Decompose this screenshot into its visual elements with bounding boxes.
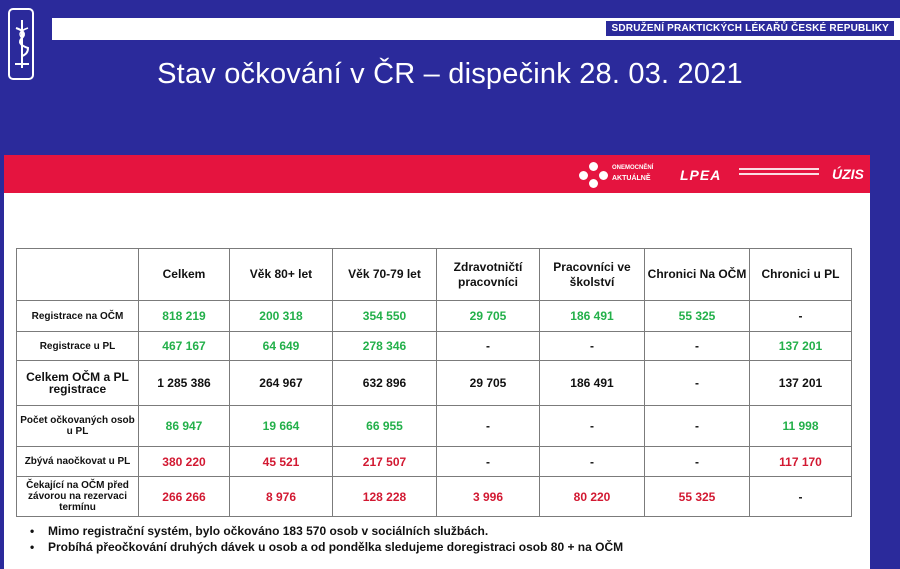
table-cell: 117 170	[750, 447, 852, 477]
column-header: Věk 70-79 let	[333, 249, 437, 301]
table-cell: 86 947	[139, 406, 230, 447]
table-cell: 137 201	[750, 332, 852, 361]
table-cell: 200 318	[230, 301, 333, 332]
row-label: Zbývá naočkovat u PL	[17, 447, 139, 477]
table-row	[17, 447, 852, 477]
table-cell: 45 521	[230, 447, 333, 477]
row-label: Registrace na OČM	[17, 301, 139, 332]
table-cell: 380 220	[139, 447, 230, 477]
note-item: • Mimo registrační systém, bylo očkováno 183 570 osob v sociálních službách.	[30, 523, 623, 539]
table-cell: -	[540, 406, 645, 447]
column-header: Celkem	[139, 249, 230, 301]
table-cell: 66 955	[333, 406, 437, 447]
column-header: Věk 80+ let	[230, 249, 333, 301]
slide-content	[4, 155, 870, 569]
row-label: Počet očkovaných osob u PL	[17, 406, 139, 447]
table-cell: 29 705	[437, 301, 540, 332]
table-row	[17, 477, 852, 517]
table-cell: -	[645, 447, 750, 477]
table-cell: -	[645, 332, 750, 361]
table-cell: -	[540, 447, 645, 477]
table-cell: 55 325	[645, 301, 750, 332]
table-cell: 186 491	[540, 301, 645, 332]
table-cell: 186 491	[540, 361, 645, 406]
table-cell: -	[750, 477, 852, 517]
table-cell: -	[437, 447, 540, 477]
table-row	[17, 332, 852, 361]
notes-list	[30, 523, 623, 555]
header-empty	[17, 249, 139, 301]
top-bar	[52, 18, 900, 40]
table-cell: 266 266	[139, 477, 230, 517]
column-header: Chronici u PL	[750, 249, 852, 301]
table-cell: 64 649	[230, 332, 333, 361]
onemocneni-aktualne-logo: ONEMOCNĚNÍ AKTUÁLNĚ	[579, 162, 674, 188]
table-cell: 264 967	[230, 361, 333, 406]
table-cell: 632 896	[333, 361, 437, 406]
table-row	[17, 361, 852, 406]
table-row	[17, 406, 852, 447]
table-cell: -	[645, 361, 750, 406]
uzis-logo: ÚZIS	[832, 166, 864, 182]
table-cell: 467 167	[139, 332, 230, 361]
table-cell: 8 976	[230, 477, 333, 517]
row-label: Čekající na OČM před závorou na rezervaci termínu	[17, 477, 139, 517]
slide-title: Stav očkování v ČR – dispečink 28. 03. 2021	[157, 58, 743, 90]
lpea-logo: LPEA	[680, 167, 722, 183]
column-header: Zdravotničtí pracovníci	[437, 249, 540, 301]
table-cell: -	[750, 301, 852, 332]
note-item: • Probíhá přeočkování druhých dávek u osob a od pondělka sledujeme doregistraci osob 80 + na OČM	[30, 539, 623, 555]
row-label: Registrace u PL	[17, 332, 139, 361]
table-cell: 19 664	[230, 406, 333, 447]
table-cell: -	[540, 332, 645, 361]
table-row	[17, 301, 852, 332]
vaccination-table	[16, 248, 852, 517]
table-cell: 29 705	[437, 361, 540, 406]
table-cell: 1 285 386	[139, 361, 230, 406]
table-cell: 3 996	[437, 477, 540, 517]
organization-name: SDRUŽENÍ PRAKTICKÝCH LÉKAŘŮ ČESKÉ REPUBLIKY	[606, 21, 894, 36]
table-cell: 80 220	[540, 477, 645, 517]
partner-band	[4, 155, 870, 193]
lpea-subtitle-lines	[739, 168, 819, 178]
table-cell: 11 998	[750, 406, 852, 447]
table-cell: 128 228	[333, 477, 437, 517]
table-cell: -	[645, 406, 750, 447]
column-header: Chronici Na OČM	[645, 249, 750, 301]
table-cell: -	[437, 332, 540, 361]
table-cell: -	[437, 406, 540, 447]
table-cell: 818 219	[139, 301, 230, 332]
table-cell: 354 550	[333, 301, 437, 332]
table-cell: 278 346	[333, 332, 437, 361]
table-cell: 137 201	[750, 361, 852, 406]
table-cell: 55 325	[645, 477, 750, 517]
table-header-row	[17, 249, 852, 301]
row-label: Celkem OČM a PL registrace	[17, 361, 139, 406]
dots-logo-icon	[579, 162, 609, 188]
table-cell: 217 507	[333, 447, 437, 477]
column-header: Pracovníci ve školství	[540, 249, 645, 301]
